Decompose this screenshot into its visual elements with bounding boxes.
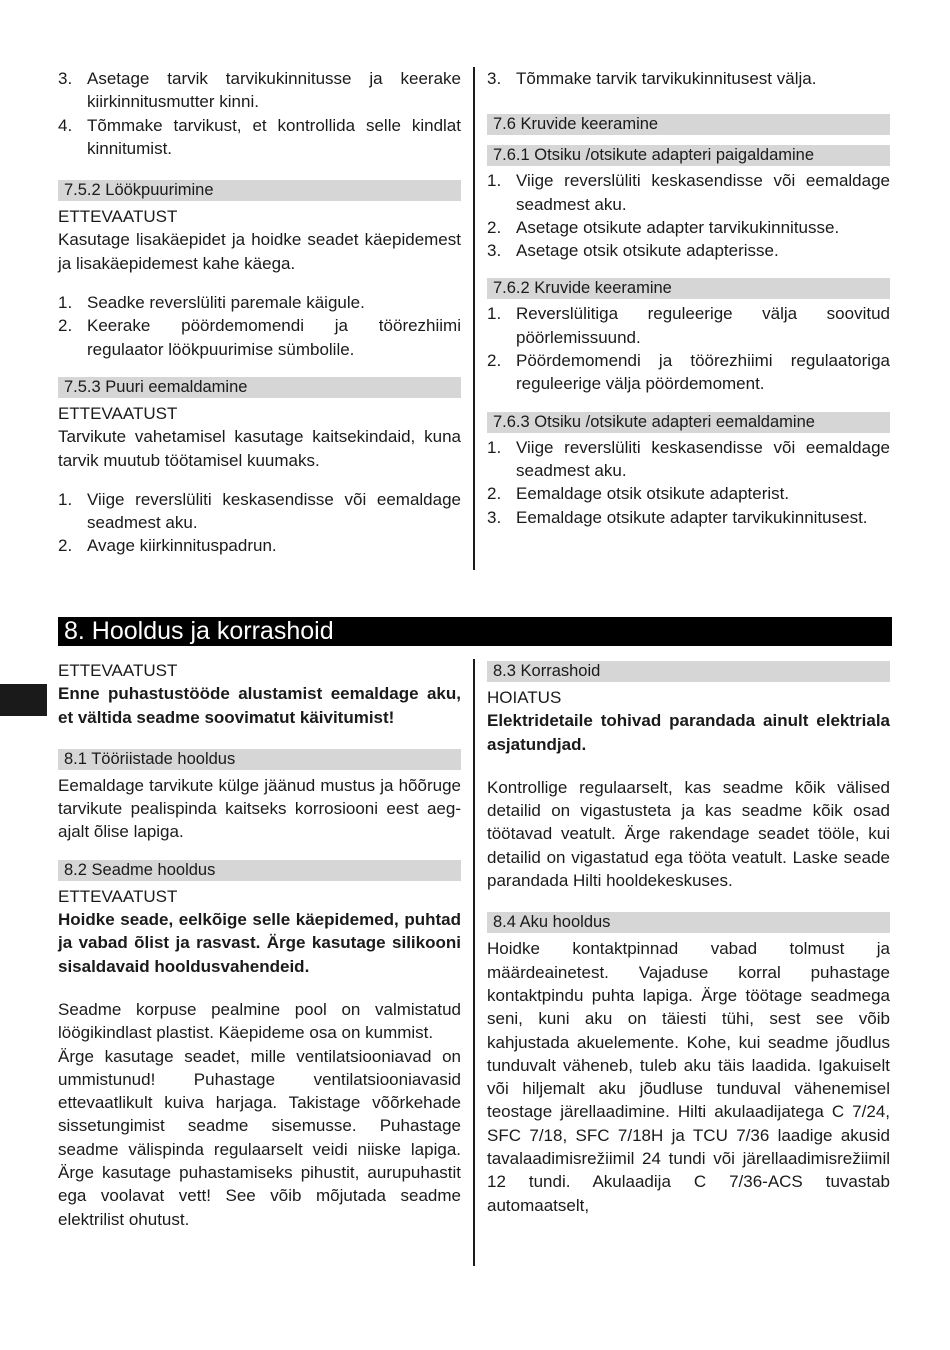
- column-divider: [473, 659, 475, 1266]
- caution-label: ETTEVAATUST: [58, 403, 178, 423]
- list-item: 3. Asetage otsik otsikute adapterisse.: [487, 241, 779, 261]
- paragraph: Ärge kasutage seadet, mille ventilatsiooniavad on ummistunud! Puhastage ventilatsiooniavasid ettevaatlikult kuiva harjaga. Takistage võõrkehade sissetungimist seadme sisemusse. Puhastage seadme välispinda regulaarselt veidi niiske lapiga. Ärge kasutage puhastamiseks pihustit, aurupuhastit ega voolavat vett! See võib mõjutada seadme elektrilist ohutust.: [58, 1046, 461, 1229]
- section-heading-7-6-2: 7.6.2 Kruvide keeramine: [487, 278, 890, 299]
- steps-list-7-6-3: [487, 436, 890, 529]
- steps-list-7-5-3: [58, 488, 461, 558]
- list-item: 2. Pöördemomendi ja töörezhiimi regulaatoriga reguleerige välja pöördemoment.: [487, 351, 890, 394]
- list-item: 4. Tõmmake tarvikust, et kontrollida selle kindlat kinnitumist.: [58, 115, 461, 158]
- page-thumb-tab: [0, 684, 47, 716]
- warning-bold-text: Elektridetaile tohivad parandada ainult elektriala asjatundjad.: [487, 711, 890, 754]
- chapter8-left-column: [58, 659, 461, 1231]
- top-left-column: [58, 67, 461, 558]
- list-item: 2. Avage kiirkinnituspadrun.: [58, 536, 277, 556]
- caution-label: ETTEVAATUST: [58, 207, 178, 227]
- column-divider: [473, 67, 475, 570]
- list-item: 2. Keerake pöördemomendi ja töörezhiimi regulaator löökpuurimise sümbolile.: [58, 316, 461, 359]
- caution-bold-text: Enne puhastustööde alustamist eemaldage aku, et vältida seadme soovimatut käivitumist!: [58, 684, 461, 727]
- list-item: 1. Viige reverslüliti keskasendisse või eemaldage seadmest aku.: [487, 171, 890, 214]
- section-heading-7-6: 7.6 Kruvide keeramine: [487, 114, 890, 135]
- section-heading-7-6-3: 7.6.3 Otsiku /otsikute adapteri eemaldamine: [487, 412, 890, 433]
- caution-label: ETTEVAATUST: [58, 886, 178, 906]
- caution-bold-text: Hoidke seade, eelkõige selle käepidemed, puhtad ja vabad õlist ja rasvast. Ärge kasutage silikooni sisaldavaid hooldusvahendeid.: [58, 910, 461, 976]
- paragraph: Kontrollige regulaarselt, kas seadme kõik välised detailid on vigastusteta ja kas seadme kõik osad töötavad veatult. Ärge rakendage seadet tööle, kui detailid on vigastatud ega tööta veatult. Laske seade parandada Hilti hooldekeskuses.: [487, 777, 890, 891]
- section-heading-8-4: 8.4 Aku hooldus: [487, 912, 890, 933]
- caution-label: ETTEVAATUST: [58, 661, 178, 680]
- list-item: 3. Asetage tarvik tarvikukinnitusse ja keerake kiirkinnitusmutter kinni.: [58, 69, 461, 112]
- list-item: 3. Tõmmake tarvik tarvikukinnitusest välja.: [487, 69, 817, 88]
- steps-list-insert: [58, 67, 461, 160]
- caution-text: Kasutage lisakäepidet ja hoidke seadet käepidemest ja lisakäepidemest kahe käega.: [58, 230, 461, 273]
- section-heading-7-6-1: 7.6.1 Otsiku /otsikute adapteri paigaldamine: [487, 145, 890, 166]
- top-right-column: [487, 67, 890, 529]
- chapter8-right-column: [487, 661, 890, 1217]
- steps-list-7-6-2: [487, 302, 890, 395]
- list-item: 1. Viige reverslüliti keskasendisse või eemaldage seadmest aku.: [58, 489, 461, 533]
- paragraph: Seadme korpuse pealmine pool on valmistatud löögikindlast plastist. Käepideme osa on kummist.: [58, 999, 461, 1043]
- steps-list-7-5-2: [58, 291, 461, 361]
- section-heading-7-5-3: 7.5.3 Puuri eemaldamine: [58, 377, 461, 398]
- list-item: 1. Seadke reverslüliti paremale käigule.: [58, 293, 365, 313]
- chapter-heading: 8. Hooldus ja korrashoid: [58, 617, 892, 646]
- steps-list-7-6-1: [487, 169, 890, 262]
- list-item: 3. Eemaldage otsikute adapter tarvikukinnitusest.: [487, 507, 868, 527]
- caution-text: Tarvikute vahetamisel kasutage kaitsekindaid, kuna tarvik muutub töötamisel kuumaks.: [58, 427, 461, 470]
- section-heading-7-5-2: 7.5.2 Löökpuurimine: [58, 180, 461, 201]
- section-heading-8-1: 8.1 Tööriistade hooldus: [58, 749, 461, 770]
- paragraph: Eemaldage tarvikute külge jäänud mustus ja hõõruge tarvikute pealispinda kaitseks korrosiooni eest aeg-ajalt õlise lapiga.: [58, 775, 461, 842]
- list-item: 2. Eemaldage otsik otsikute adapterist.: [487, 484, 790, 504]
- section-heading-8-2: 8.2 Seadme hooldus: [58, 860, 461, 881]
- steps-list-remove: [487, 67, 890, 90]
- list-item: 1. Reverslülitiga reguleerige välja soovitud pöörlemissuund.: [487, 304, 890, 347]
- list-item: 2. Asetage otsikute adapter tarvikukinnitusse.: [487, 217, 840, 237]
- section-heading-8-3: 8.3 Korrashoid: [487, 661, 890, 682]
- warning-label: HOIATUS: [487, 688, 562, 707]
- paragraph: Hoidke kontaktpinnad vabad tolmust ja määrdeainetest. Vajaduse korral puhastage kontaktpindu puhta lapiga. Ärge töötage seadmega seni, kuni aku on täiesti tühi, sest see võib kahjustada akuelemente. Kohe, kui seadme jõudlus tunduvalt väheneb, tuleb aku täis laadida. Igakuiselt või hiljemalt aku jõudluse tunduval vähenemisel teostage järellaadimine. Hilti akulaadijatega C 7/24, SFC 7/18, SFC 7/18H ja TCU 7/36 laadige akusid tavalaadimisrežiimil 24 tundi või järellaadimisrežiimil 12 tundi. Akulaadija C 7/36-ACS tuvastab automaatselt,: [487, 939, 890, 1215]
- list-item: 1. Viige reverslüliti keskasendisse või eemaldage seadmest aku.: [487, 437, 890, 480]
